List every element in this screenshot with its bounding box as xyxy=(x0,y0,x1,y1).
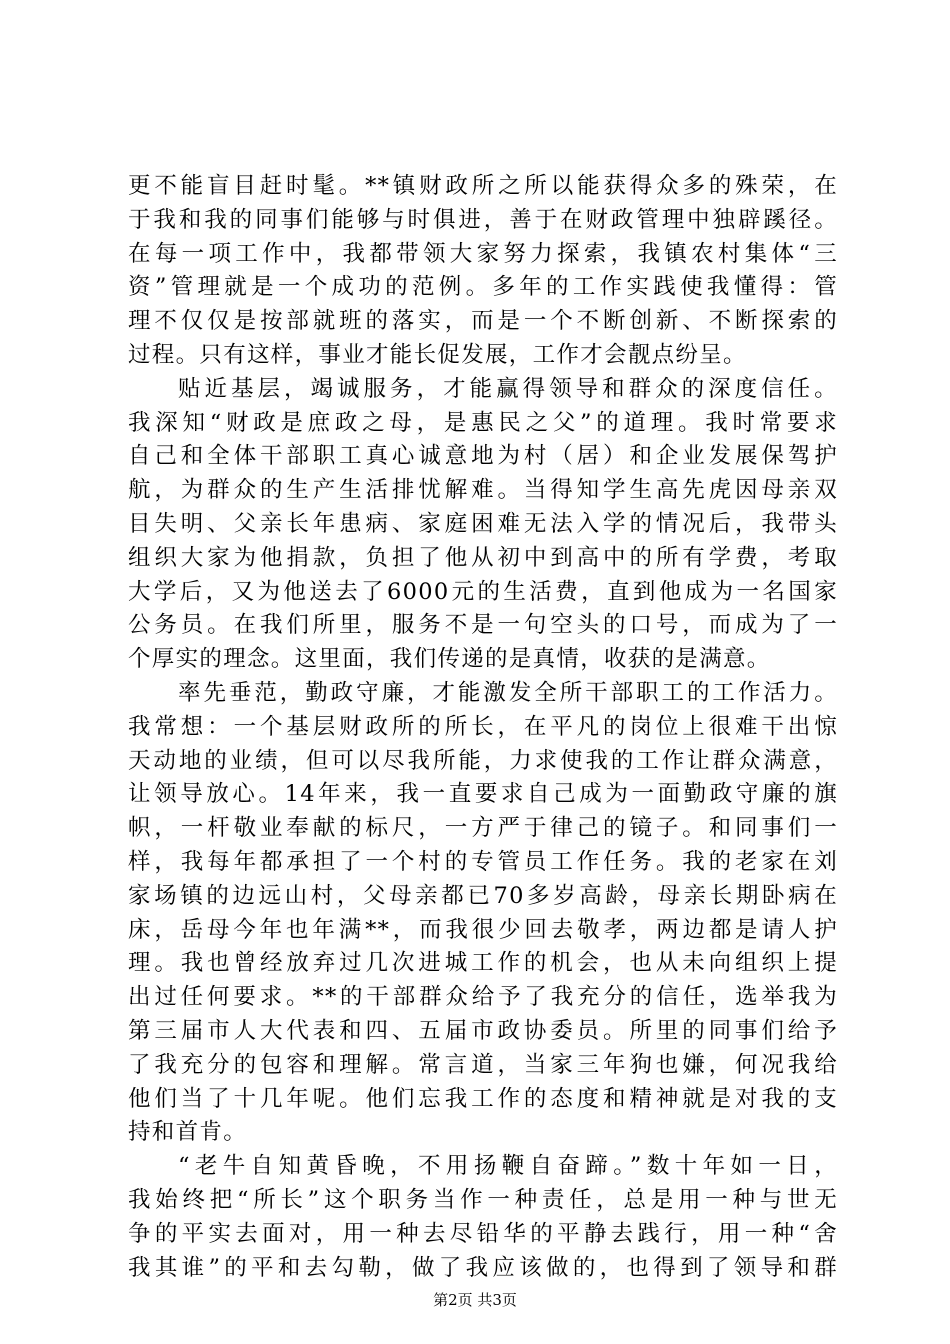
text-line: 航，为群众的生产生活排忧解难。当得知学生高先虎因母亲双 xyxy=(128,477,838,504)
text-line: 在每一项工作中，我都带领大家努力探索，我镇农村集体“三 xyxy=(128,240,838,267)
text-line: 过程。只有这样，事业才能长促发展，工作才会靓点纷呈。 xyxy=(128,341,747,368)
text-line: 理不仅仅是按部就班的落实，而是一个不断创新、不断探索的 xyxy=(128,308,838,335)
text-line: 我始终把“所长”这个职务当作一种责任，总是用一种与世无 xyxy=(128,1186,838,1213)
text-line: 我深知“财政是庶政之母，是惠民之父”的道理。我时常要求 xyxy=(128,409,838,436)
text-line: 于我和我的同事们能够与时俱进，善于在财政管理中独辟蹊径。 xyxy=(128,206,838,233)
text-line: 我常想：一个基层财政所的所长，在平凡的岗位上很难干出惊 xyxy=(128,713,838,740)
page-footer: 第2页 共3页 xyxy=(433,1291,517,1309)
text-line: 贴近基层，竭诚服务，才能赢得领导和群众的深度信任。 xyxy=(178,375,838,402)
text-line: 个厚实的理念。这里面，我们传递的是真情，收获的是满意。 xyxy=(128,646,771,673)
text-line: 率先垂范，勤政守廉，才能激发全所干部职工的工作活力。 xyxy=(178,679,838,706)
text-line: 争的平实去面对，用一种去尽铅华的平静去践行，用一种“舍 xyxy=(128,1220,838,1247)
text-line: 帜，一杆敬业奉献的标尺，一方严于律己的镜子。和同事们一 xyxy=(128,815,838,842)
text-line: 家场镇的边远山村，父母亲都已70多岁高龄，母亲长期卧病在 xyxy=(128,882,838,909)
text-line: 出过任何要求。**的干部群众给予了我充分的信任，选举我为 xyxy=(128,984,838,1011)
body-text xyxy=(128,170,838,1285)
text-line: 他们当了十几年呢。他们忘我工作的态度和精神就是对我的支 xyxy=(128,1085,838,1112)
text-line: 公务员。在我们所里，服务不是一句空头的口号，而成为了一 xyxy=(128,612,838,639)
text-line: 床，岳母今年也年满**，而我很少回去敬孝，两边都是请人护 xyxy=(128,916,838,943)
text-line: 组织大家为他捐款，负担了他从初中到高中的所有学费，考取 xyxy=(128,544,838,571)
text-line: 自己和全体干部职工真心诚意地为村（居）和企业发展保驾护 xyxy=(128,443,838,470)
text-line: 目失明、父亲长年患病、家庭困难无法入学的情况后，我带头 xyxy=(128,510,838,537)
text-line: 理。我也曾经放弃过几次进城工作的机会，也从未向组织上提 xyxy=(128,950,838,977)
text-line: 更不能盲目赶时髦。**镇财政所之所以能获得众多的殊荣，在 xyxy=(128,173,838,199)
text-line: “老牛自知黄昏晚，不用扬鞭自奋蹄。”数十年如一日， xyxy=(178,1153,838,1180)
text-line: 大学后，又为他送去了6000元的生活费，直到他成为一名国家 xyxy=(128,578,838,605)
text-line: 样，我每年都承担了一个村的专管员工作任务。我的老家在刘 xyxy=(128,848,838,875)
text-line: 资”管理就是一个成功的范例。多年的工作实践使我懂得：管 xyxy=(128,274,838,301)
text-line: 天动地的业绩，但可以尽我所能，力求使我的工作让群众满意， xyxy=(128,747,838,774)
text-line: 持和首肯。 xyxy=(128,1119,248,1146)
text-line: 让领导放心。14年来，我一直要求自己成为一面勤政守廉的旗 xyxy=(128,781,838,808)
text-line: 我其谁”的平和去勾勒，做了我应该做的，也得到了领导和群 xyxy=(128,1254,838,1281)
text-line: 第三届市人大代表和四、五届市政协委员。所里的同事们给予 xyxy=(128,1017,838,1044)
text-line: 了我充分的包容和理解。常言道，当家三年狗也嫌，何况我给 xyxy=(128,1051,838,1078)
